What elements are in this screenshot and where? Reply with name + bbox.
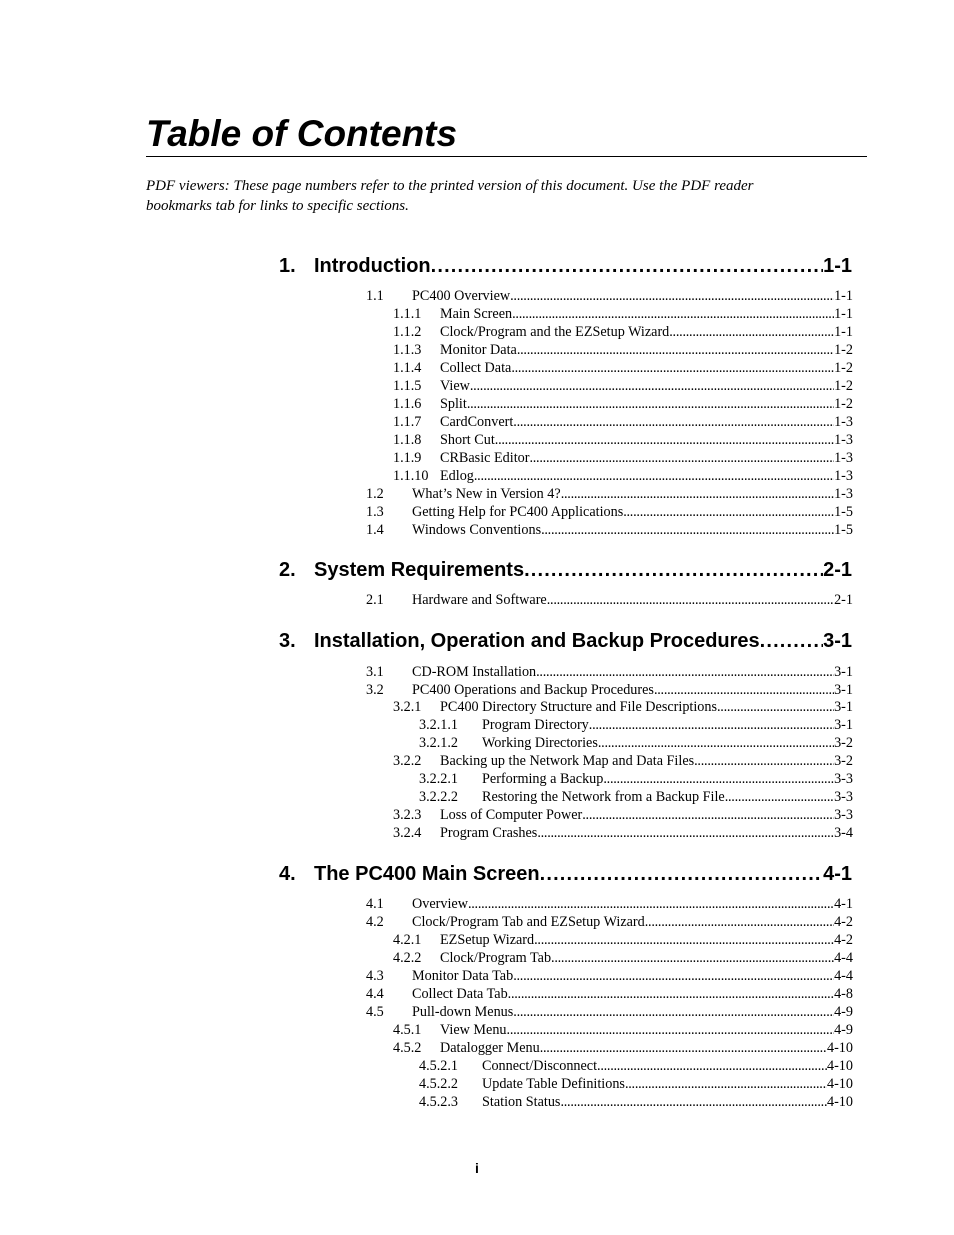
chapter-page: 4-1 [823,863,852,885]
section-title: Collect Data Tab [412,986,508,1002]
dot-leader [511,359,834,377]
section-number: 3.2 [366,682,384,698]
section-page: 3-4 [834,825,853,841]
section-page: 4-4 [834,968,853,984]
section-page: 4-10 [826,1076,853,1092]
section-number: 4.5.2.2 [419,1076,459,1092]
section-title: View [440,378,470,394]
section-number: 1.1.1 [393,306,422,322]
toc-entry[interactable] [393,824,853,842]
section-title: Station Status [482,1094,561,1110]
section-title: Edlog [440,468,474,484]
section-number: 4.1 [366,896,384,912]
section-page: 1-1 [834,324,853,340]
section-number: 1.1 [366,288,384,304]
section-page: 1-3 [834,486,853,502]
toc-entry[interactable] [366,591,853,609]
toc-entry[interactable] [393,806,853,824]
toc-entry[interactable] [366,503,853,521]
section-number: 1.1.5 [393,378,422,394]
chapter-number: 4. [279,863,296,885]
section-number: 4.4 [366,986,384,1002]
toc-entry[interactable] [366,985,853,1003]
toc-entry[interactable] [366,521,853,539]
dot-leader [645,913,834,931]
toc-entry[interactable] [393,449,853,467]
section-number: 2.1 [366,592,384,608]
dot-leader [654,681,834,699]
toc-entry[interactable] [393,931,853,949]
toc-entry[interactable] [393,341,853,359]
section-page: 1-3 [834,432,853,448]
section-page: 4-2 [834,932,853,948]
section-title: Program Crashes [440,825,538,841]
section-number: 4.5.1 [393,1022,422,1038]
dot-leader [474,467,834,485]
section-page: 4-2 [834,914,853,930]
section-title: Hardware and Software [412,592,547,608]
section-title: Update Table Definitions [482,1076,625,1092]
chapter-title: Installation, Operation and Backup Procedures [314,630,760,652]
section-page: 4-10 [826,1040,853,1056]
section-number: 4.2 [366,914,384,930]
chapter-title: System Requirements [314,559,525,581]
section-number: 4.2.1 [393,932,422,948]
toc-entry[interactable] [393,323,853,341]
section-page: 1-2 [834,396,853,412]
dot-leader [603,770,834,788]
dot-leader [467,395,834,413]
dot-leader [537,824,834,842]
dot-leader [694,752,834,770]
section-page: 1-2 [834,360,853,376]
section-number: 1.1.6 [393,396,422,412]
dot-leader [508,985,834,1003]
section-page: 4-9 [834,1022,853,1038]
dot-leader [717,698,834,716]
toc-entry[interactable] [366,681,853,699]
toc-entry[interactable] [393,359,853,377]
dot-leader [540,862,823,886]
section-title: Connect/Disconnect [482,1058,598,1074]
toc-entry[interactable] [366,663,853,681]
section-page: 3-2 [834,753,853,769]
section-title: Backing up the Network Map and Data Files [440,753,695,769]
section-page: 1-3 [834,468,853,484]
toc-entry[interactable] [419,788,853,806]
toc-chapter-2[interactable] [279,558,852,582]
toc-entry[interactable] [393,752,853,770]
section-title: CardConvert [440,414,514,430]
pdf-viewer-note: PDF viewers: These page numbers refer to the printed version of this document. Use the PDF reader bookmarks tab for links to specific sections. [146,178,754,214]
chapter-number: 1. [279,255,296,277]
section-title: View Menu [440,1022,507,1038]
chapter-page: 2-1 [823,559,852,581]
section-title: PC400 Overview [412,288,511,304]
toc-chapter-1[interactable] [279,254,852,278]
section-title: Getting Help for PC400 Applications [412,504,624,520]
dot-leader [510,287,834,305]
section-number: 3.2.2.1 [419,771,459,787]
section-number: 4.3 [366,968,384,984]
toc-entry[interactable] [419,1093,853,1111]
section-number: 1.2 [366,486,384,502]
toc-entry[interactable] [419,1057,853,1075]
section-title: Loss of Computer Power [440,807,583,823]
section-page: 1-2 [834,342,853,358]
section-title: Collect Data [440,360,512,376]
section-title: Performing a Backup [482,771,604,787]
dot-leader [540,1039,827,1057]
section-page: 4-8 [834,986,853,1002]
chapter-title: Introduction [314,255,431,277]
toc-entry[interactable] [366,967,853,985]
section-number: 1.1.7 [393,414,422,430]
section-title: Program Directory [482,717,589,733]
toc-entry[interactable] [419,734,853,752]
toc-entry[interactable] [393,377,853,395]
toc-entry[interactable] [366,913,853,931]
section-number: 3.2.4 [393,825,422,841]
toc-entry[interactable] [419,770,853,788]
toc-entry[interactable] [393,467,853,485]
section-page: 3-1 [834,682,853,698]
section-page: 3-3 [834,789,853,805]
dot-leader [547,591,834,609]
dot-leader [512,305,834,323]
section-title: Restoring the Network from a Backup File [482,789,725,805]
section-number: 1.1.10 [393,468,429,484]
section-number: 4.5.2 [393,1040,422,1056]
section-page: 4-10 [826,1094,853,1110]
section-title: Pull-down Menus [412,1004,514,1020]
section-number: 3.1 [366,664,384,680]
section-title: Working Directories [482,735,598,751]
dot-leader [625,1075,827,1093]
dot-leader [517,341,834,359]
section-page: 4-1 [834,896,853,912]
section-title: Clock/Program and the EZSetup Wizard [440,324,670,340]
section-title: Main Screen [440,306,513,322]
section-page: 3-3 [834,771,853,787]
section-number: 1.3 [366,504,384,520]
section-number: 3.2.2 [393,753,422,769]
toc-entry[interactable] [393,431,853,449]
section-page: 3-1 [834,699,853,715]
toc-entry[interactable] [393,305,853,323]
section-page: 1-1 [834,306,853,322]
chapter-number: 2. [279,559,296,581]
dot-leader [582,806,834,824]
section-title: PC400 Operations and Backup Procedures [412,682,654,698]
dot-leader [513,1003,834,1021]
toc-entry[interactable] [393,413,853,431]
section-page: 3-2 [834,735,853,751]
section-title: Monitor Data [440,342,517,358]
toc-entry[interactable] [419,1075,853,1093]
section-page: 1-3 [834,414,853,430]
dot-leader [536,663,834,681]
dot-leader [468,895,834,913]
section-title: Monitor Data Tab [412,968,514,984]
section-number: 1.1.9 [393,450,422,466]
dot-leader [495,431,834,449]
dot-leader [760,629,823,653]
dot-leader [561,485,834,503]
dot-leader [513,413,834,431]
section-page: 4-10 [826,1058,853,1074]
dot-leader [534,931,834,949]
chapter-page: 1-1 [823,255,852,277]
section-title: EZSetup Wizard [440,932,535,948]
section-number: 1.4 [366,522,384,538]
dot-leader [623,503,834,521]
section-number: 4.5.2.1 [419,1058,459,1074]
section-number: 3.2.1.2 [419,735,459,751]
chapter-title: The PC400 Main Screen [314,863,540,885]
chapter-page: 3-1 [823,630,852,652]
page-title: Table of Contents [146,113,458,154]
toc-entry[interactable] [393,1021,853,1039]
dot-leader [560,1093,827,1111]
dot-leader [431,254,823,278]
dot-leader [507,1021,835,1039]
section-number: 4.2.2 [393,950,422,966]
section-page: 1-5 [834,504,853,520]
dot-leader [470,377,834,395]
section-number: 3.2.2.2 [419,789,459,805]
toc-entry[interactable] [366,1003,853,1021]
section-number: 3.2.3 [393,807,422,823]
section-title: Split [440,396,467,412]
chapter-number: 3. [279,630,296,652]
dot-leader [669,323,834,341]
dot-leader [589,716,834,734]
section-page: 3-3 [834,807,853,823]
section-page: 1-5 [834,522,853,538]
toc-entry[interactable] [393,395,853,413]
section-title: PC400 Directory Structure and File Descriptions [440,699,718,715]
section-page: 1-3 [834,450,853,466]
toc-chapter-3[interactable] [279,629,852,653]
toc-entry[interactable] [419,716,853,734]
dot-leader [597,1057,827,1075]
section-title: Windows Conventions [412,522,542,538]
toc-entry[interactable] [366,485,853,503]
page-number: i [475,1160,479,1176]
section-page: 1-2 [834,378,853,394]
toc-entry[interactable] [393,1039,853,1057]
section-title: Datalogger Menu [440,1040,540,1056]
section-number: 1.1.3 [393,342,422,358]
section-page: 3-1 [834,664,853,680]
section-number: 3.2.1.1 [419,717,459,733]
toc-chapter-4[interactable] [279,862,852,886]
dot-leader [725,788,834,806]
section-title: Overview [412,896,468,912]
section-number: 4.5.2.3 [419,1094,459,1110]
dot-leader [513,967,834,985]
section-number: 1.1.4 [393,360,422,376]
section-page: 3-1 [834,717,853,733]
section-title: Clock/Program Tab and EZSetup Wizard [412,914,645,930]
section-number: 4.5 [366,1004,384,1020]
section-number: 3.2.1 [393,699,422,715]
toc-entry[interactable] [393,698,853,716]
dot-leader [524,558,823,582]
dot-leader [598,734,834,752]
toc-entry[interactable] [393,949,853,967]
section-page: 2-1 [834,592,853,608]
section-title: CD-ROM Installation [412,664,537,680]
toc-entry[interactable] [366,287,853,305]
section-page: 4-9 [834,1004,853,1020]
toc-entry[interactable] [366,895,853,913]
section-title: What’s New in Version 4? [412,486,561,502]
section-number: 1.1.2 [393,324,422,340]
section-title: Clock/Program Tab [440,950,552,966]
section-title: Short Cut [440,432,495,448]
dot-leader [541,521,834,539]
section-number: 1.1.8 [393,432,422,448]
section-page: 1-1 [834,288,853,304]
dot-leader [529,449,834,467]
dot-leader [551,949,834,967]
section-page: 4-4 [834,950,853,966]
section-title: CRBasic Editor [440,450,530,466]
